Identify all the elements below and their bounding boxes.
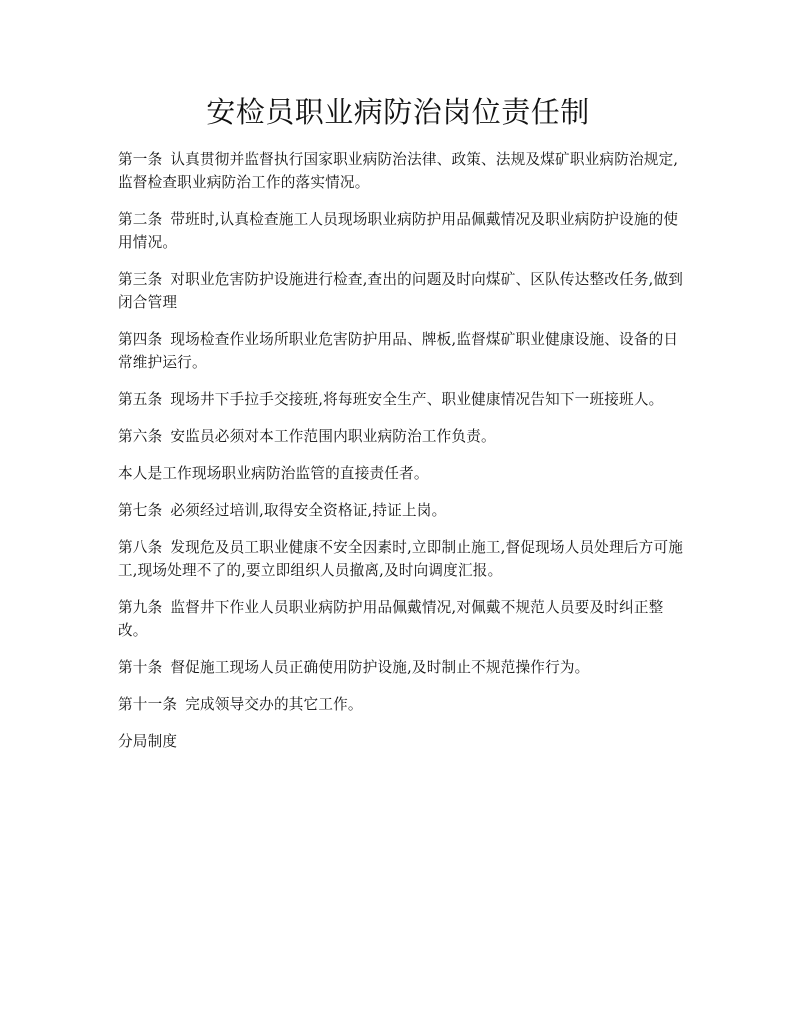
paragraph-text: 本人是工作现场职业病防治监管的直接责任者。 bbox=[118, 465, 429, 482]
article-number: 第四条 bbox=[118, 331, 163, 348]
paragraph-text: 分局制度 bbox=[118, 733, 178, 750]
article-text: 督促施工现场人员正确使用防护设施,及时制止不规范操作行为。 bbox=[170, 659, 590, 676]
article-number: 第十一条 bbox=[118, 696, 178, 713]
article-number: 第二条 bbox=[118, 211, 163, 228]
article-number: 第八条 bbox=[118, 539, 163, 556]
article-text: 认真贯彻并监督执行国家职业病防治法律、政策、法规及煤矿职业病防治规定,监督检查职业病防治工作的落实情况。 bbox=[118, 151, 679, 191]
article-2 bbox=[118, 208, 686, 254]
article-text: 现场井下手拉手交接班,将每班安全生产、职业健康情况告知下一班接班人。 bbox=[170, 391, 664, 408]
article-5 bbox=[118, 388, 686, 411]
document-title: 安检员职业病防治岗位责任制 bbox=[206, 95, 590, 129]
article-9 bbox=[118, 596, 686, 642]
article-1 bbox=[118, 148, 686, 194]
article-8 bbox=[118, 536, 686, 582]
article-11 bbox=[118, 693, 686, 716]
article-number: 第三条 bbox=[118, 271, 163, 288]
article-text: 对职业危害防护设施进行检查,查出的问题及时向煤矿、区队传达整改任务,做到闭合管理 bbox=[118, 271, 684, 311]
article-7 bbox=[118, 499, 686, 522]
article-number: 第五条 bbox=[118, 391, 163, 408]
article-6 bbox=[118, 425, 686, 448]
article-number: 第九条 bbox=[118, 599, 163, 616]
article-4 bbox=[118, 328, 686, 374]
article-number: 第十条 bbox=[118, 659, 163, 676]
document-footer-note bbox=[118, 730, 686, 753]
article-3 bbox=[118, 268, 686, 314]
article-text: 必须经过培训,取得安全资格证,持证上岗。 bbox=[170, 502, 447, 519]
article-number: 第一条 bbox=[118, 151, 163, 168]
document-body bbox=[118, 148, 686, 767]
article-number: 第六条 bbox=[118, 428, 163, 445]
article-text: 发现危及员工职业健康不安全因素时,立即制止施工,督促现场人员处理后方可施工,现场处理不了的,要立即组织人员撤离,及时向调度汇报。 bbox=[118, 539, 684, 579]
article-text: 安监员必须对本工作范围内职业病防治工作负责。 bbox=[170, 428, 496, 445]
article-text: 监督井下作业人员职业病防护用品佩戴情况,对佩戴不规范人员要及时纠正整改。 bbox=[118, 599, 664, 639]
article-text: 完成领导交办的其它工作。 bbox=[185, 696, 363, 713]
article-6-continuation bbox=[118, 462, 686, 485]
article-number: 第七条 bbox=[118, 502, 163, 519]
article-text: 带班时,认真检查施工人员现场职业病防护用品佩戴情况及职业病防护设施的使用情况。 bbox=[118, 211, 679, 251]
article-10 bbox=[118, 656, 686, 679]
article-text: 现场检查作业场所职业危害防护用品、牌板,监督煤矿职业健康设施、设备的日常维护运行。 bbox=[118, 331, 679, 371]
